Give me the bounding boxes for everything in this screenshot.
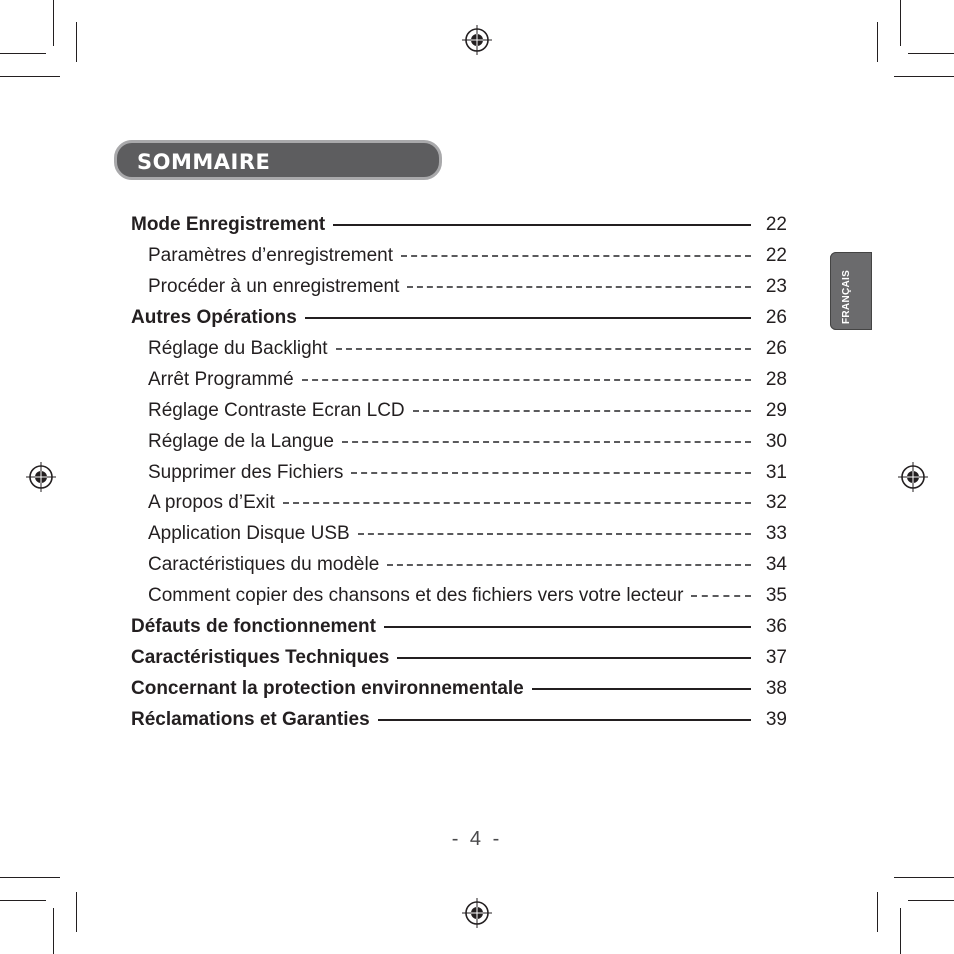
toc-subsection-entry[interactable]: [131, 550, 787, 581]
toc-page-number: 30: [765, 430, 787, 452]
crop-mark: [877, 892, 878, 932]
toc-entry-label: Réglage Contraste Ecran LCD: [148, 399, 405, 421]
toc-leader-line: [407, 286, 751, 288]
crop-mark: [53, 908, 54, 954]
toc-leader-line: [336, 348, 751, 350]
toc-page-number: 22: [765, 214, 787, 236]
registration-mark-icon: [462, 25, 492, 55]
toc-subsection-entry[interactable]: [131, 364, 787, 395]
toc-section-entry[interactable]: [131, 303, 787, 334]
toc-section-entry[interactable]: [131, 704, 787, 735]
toc-leader-line: [302, 379, 751, 381]
toc-page-number: 29: [765, 399, 787, 421]
crop-mark: [900, 0, 901, 46]
toc-entry-label: Autres Opérations: [131, 307, 297, 329]
toc-page-number: 26: [765, 307, 787, 329]
toc-leader-line: [342, 441, 751, 443]
crop-mark: [53, 0, 54, 46]
toc-subsection-entry[interactable]: [131, 272, 787, 303]
toc-leader-line: [351, 472, 751, 474]
toc-page-number: 36: [765, 616, 787, 638]
crop-mark: [894, 76, 954, 77]
crop-mark: [0, 900, 46, 901]
table-of-contents: [131, 210, 787, 735]
toc-entry-label: Défauts de fonctionnement: [131, 616, 376, 638]
toc-leader-line: [413, 410, 751, 412]
toc-entry-label: Caractéristiques du modèle: [148, 554, 380, 576]
toc-entry-label: Caractéristiques Techniques: [131, 646, 390, 668]
toc-page-number: 35: [765, 585, 787, 607]
toc-leader-line: [358, 533, 751, 535]
toc-leader-line: [387, 564, 751, 566]
toc-leader-line: [378, 719, 751, 721]
toc-section-entry[interactable]: [131, 210, 787, 241]
toc-section-entry[interactable]: [131, 612, 787, 643]
toc-page-number: 26: [765, 338, 787, 359]
toc-page-number: 28: [765, 368, 787, 390]
toc-subsection-entry[interactable]: [131, 426, 787, 457]
toc-entry-label: Application Disque USB: [148, 523, 350, 545]
toc-subsection-entry[interactable]: [131, 457, 787, 488]
toc-entry-label: Arrêt Programmé: [148, 368, 294, 390]
section-title-banner: [114, 140, 442, 180]
toc-section-entry[interactable]: [131, 673, 787, 704]
crop-mark: [76, 22, 77, 62]
toc-subsection-entry[interactable]: [131, 488, 787, 519]
toc-entry-label: Procéder à un enregistrement: [148, 276, 400, 298]
language-tab-label: FRANÇAIS: [841, 269, 852, 324]
toc-entry-label: Comment copier des chansons et des fichiers vers votre lecteur: [148, 585, 684, 607]
crop-mark: [76, 892, 77, 932]
crop-mark: [0, 76, 60, 77]
toc-leader-line: [397, 657, 751, 659]
toc-subsection-entry[interactable]: [131, 395, 787, 426]
toc-subsection-entry[interactable]: [131, 519, 787, 550]
toc-entry-label: A propos d’Exit: [148, 492, 275, 514]
toc-entry-label: Réglage du Backlight: [148, 338, 328, 359]
crop-mark: [908, 53, 954, 54]
toc-page-number: 32: [765, 492, 787, 514]
page-title: SOMMAIRE: [137, 150, 271, 174]
toc-entry-label: Supprimer des Fichiers: [148, 461, 344, 483]
toc-leader-line: [384, 626, 751, 628]
toc-leader-line: [305, 317, 751, 319]
toc-leader-line: [532, 688, 751, 690]
toc-page-number: 37: [765, 646, 787, 668]
toc-entry-label: Concernant la protection environnementale: [131, 677, 524, 699]
toc-entry-label: Réclamations et Garanties: [131, 708, 370, 730]
crop-mark: [0, 877, 60, 878]
crop-mark: [877, 22, 878, 62]
toc-subsection-entry[interactable]: [131, 241, 787, 272]
toc-page-number: 22: [765, 245, 787, 267]
toc-leader-line: [401, 255, 751, 257]
toc-page-number: 33: [765, 523, 787, 545]
toc-leader-line: [283, 502, 751, 504]
toc-subsection-entry[interactable]: [131, 334, 787, 365]
language-tab: [830, 252, 872, 330]
crop-mark: [894, 877, 954, 878]
crop-mark: [0, 53, 46, 54]
toc-subsection-entry[interactable]: [131, 581, 787, 612]
toc-leader-line: [691, 595, 751, 597]
registration-mark-icon: [26, 462, 56, 492]
toc-page-number: 38: [765, 677, 787, 699]
registration-mark-icon: [898, 462, 928, 492]
toc-page-number: 39: [765, 708, 787, 730]
toc-page-number: 31: [765, 461, 787, 483]
toc-page-number: 34: [765, 554, 787, 576]
crop-mark: [900, 908, 901, 954]
toc-page-number: 23: [765, 276, 787, 298]
toc-leader-line: [333, 224, 751, 226]
toc-entry-label: Paramètres d’enregistrement: [148, 245, 393, 267]
toc-entry-label: Mode Enregistrement: [131, 214, 326, 236]
crop-mark: [908, 900, 954, 901]
toc-entry-label: Réglage de la Langue: [148, 430, 334, 452]
registration-mark-icon: [462, 898, 492, 928]
toc-section-entry[interactable]: [131, 642, 787, 673]
page-number: - 4 -: [451, 828, 503, 850]
